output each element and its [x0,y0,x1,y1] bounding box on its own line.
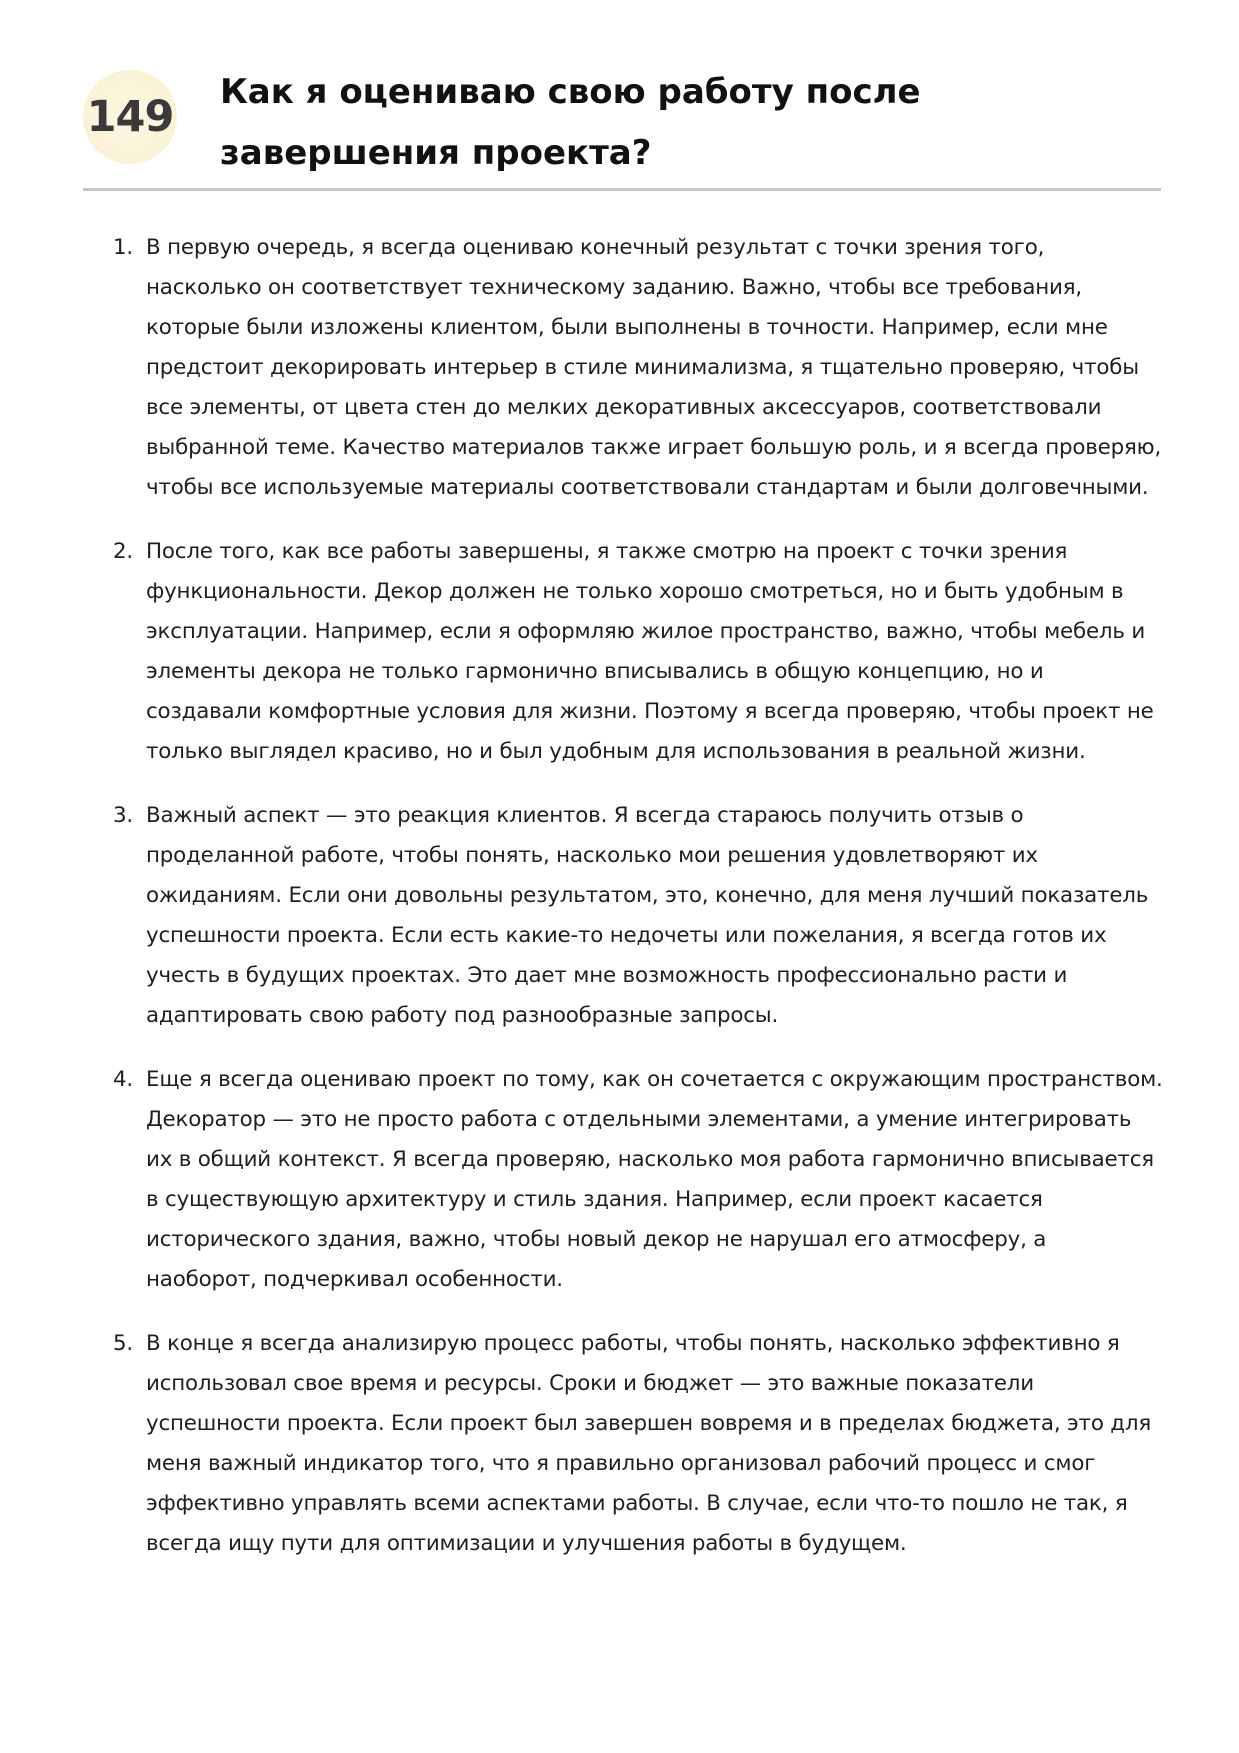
item-text: Еще я всегда оцениваю проект по тому, как он сочетается с окружающим пространством. Декоратор — это не просто работа с отдельными элементами, а умение интегрировать их в общий контекст. Я всегда проверяю, насколько моя работа гармонично вписывается в существующую архитектуру и стиль здания. Например, если проект касается исторического здания, важно, чтобы новый декор не нарушал его атмосферу, а наоборот, подчеркивал особенности. [146,1067,1163,1292]
answer-item-1 [113,228,1163,508]
item-number: 4. [113,1067,134,1092]
answer-item-4 [113,1060,1163,1300]
item-text: В первую очередь, я всегда оцениваю конечный результат с точки зрения того, насколько он соответствует техническому заданию. Важно, чтобы все требования, которые были изложены клиентом, были выполнены в точности. Например, если мне предстоит декорировать интерьер в стиле минимализма, я тщательно проверяю, чтобы все элементы, от цвета стен до мелких декоративных аксессуаров, соответствовали выбранной теме. Качество материалов также играет большую роль, и я всегда проверяю, чтобы все используемые материалы соответствовали стандартам и были долговечными. [146,235,1162,500]
question-header [83,60,1161,191]
item-number: 5. [113,1331,134,1356]
item-text: После того, как все работы завершены, я также смотрю на проект с точки зрения функциональности. Декор должен не только хорошо смотреться, но и быть удобным в эксплуатации. Например, если я оформляю жилое пространство, важно, чтобы мебель и элементы декора не только гармонично вписывались в общую концепцию, но и создавали комфортные условия для жизни. Поэтому я всегда проверяю, чтобы проект не только выглядел красиво, но и был удобным для использования в реальной жизни. [146,539,1154,764]
question-title: Как я оцениваю свою работу после завершения проекта? [220,72,921,173]
item-text: Важный аспект — это реакция клиентов. Я всегда стараюсь получить отзыв о проделанной работе, чтобы понять, насколько мои решения удовлетворяют их ожиданиям. Если они довольны результатом, это, конечно, для меня лучший показатель успешности проекта. Если есть какие-то недочеты или пожелания, я всегда готов их учесть в будущих проектах. Это дает мне возможность профессионально расти и адаптировать свою работу под разнообразные запросы. [146,803,1149,1028]
answer-list [113,228,1163,1588]
question-number-badge: 149 [83,70,177,164]
item-number: 2. [113,539,134,564]
answer-item-3 [113,796,1163,1036]
item-number: 1. [113,235,134,260]
item-number: 3. [113,803,134,828]
item-text: В конце я всегда анализирую процесс работы, чтобы понять, насколько эффективно я использовал свое время и ресурсы. Сроки и бюджет — это важные показатели успешности проекта. Если проект был завершен вовремя и в пределах бюджета, это для меня важный индикатор того, что я правильно организовал рабочий процесс и смог эффективно управлять всеми аспектами работы. В случае, если что-то пошло не так, я всегда ищу пути для оптимизации и улучшения работы в будущем. [146,1331,1152,1556]
answer-item-5 [113,1324,1163,1564]
answer-item-2 [113,532,1163,772]
